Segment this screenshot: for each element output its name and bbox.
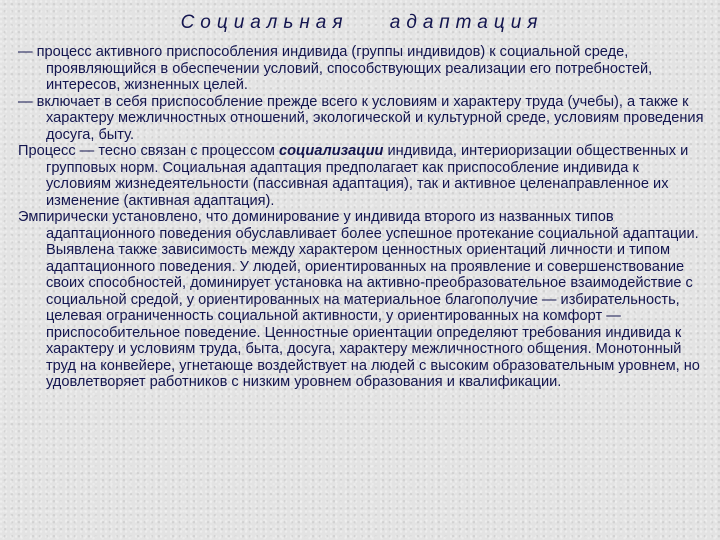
definition-paragraph: — процесс активного приспособления индивида (группы индивидов) к социальной среде, проявляющийся в обеспечении условий, способствующих реализации его потребностей, интересов, жизненных целей. bbox=[18, 44, 653, 93]
process-paragraph bbox=[18, 143, 706, 209]
socialization-term: социализации bbox=[278, 143, 384, 159]
slide-body bbox=[18, 44, 706, 391]
slide-title: Социальная адаптация bbox=[180, 12, 544, 33]
process-text-after: индивида, интериоризации общественных и групповых норм. Социальная адаптация предполагает как приспособление индивида к условиям жизнедеятельности (пассивная адаптация), так и активное целенаправленное их изменение (активная адаптация). bbox=[46, 143, 689, 209]
scope-paragraph: — включает в себя приспособление прежде всего к условиям и характеру труда (учебы), а также к характеру межличностных отношений, экологической и культурной среде, условиям проведения досуга, быту. bbox=[18, 93, 704, 143]
empirical-paragraph: Эмпирически установлено, что доминирование у индивида второго из названных типов адаптационного поведения обуславливает более успешное протекание социальной адаптации. Выявлена также зависимость между характером ценностных ориентаций личности и типом адаптационного поведения. У людей, ориентированных на проявление и совершенствование своих способностей, доминирует установка на активно-преобразовательное взаимодействие с социальной средой, у ориентированных на материальное благополучие — избирательность, целевая ограниченность социальной активности, у ориентированных на комфорт — приспособительное поведение. Ценностные ориентации определяют требования индивида к характеру и условиям труда, быта, досуга, характеру межличностного общения. Монотонный труд на конвейере, угнетающе воздействует на людей с высоким образовательным уровнем, но удовлетворяет работников с низким уровнем образования и квалификации. bbox=[18, 209, 700, 390]
process-text-before: Процесс — тесно связан с процессом bbox=[18, 143, 279, 159]
